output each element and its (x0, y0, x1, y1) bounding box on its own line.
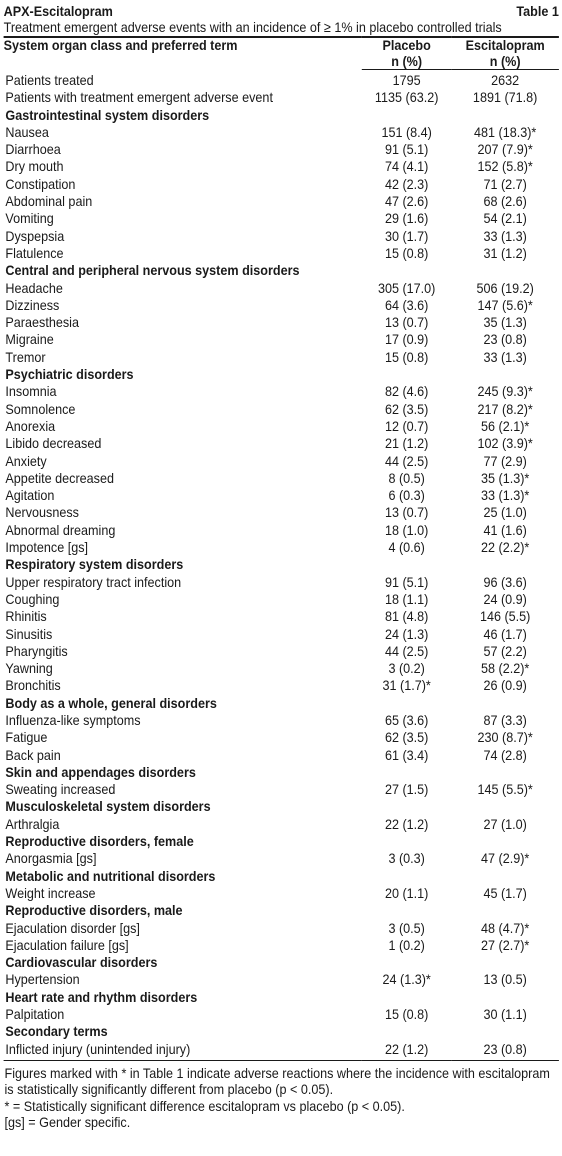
table-row (4, 349, 559, 366)
footnote: Figures marked with * in Table 1 indicate adverse reactions where the incidence with escitalopram is statistically significantly different from placebo (p < 0.05). (4, 1064, 550, 1098)
placebo-cell: 64 (3.6) (384, 296, 429, 313)
escitalopram-cell: 74 (2.8) (483, 746, 527, 763)
escitalopram-cell: 33 (1.3) (483, 227, 527, 244)
table-row (4, 453, 559, 470)
table-row (4, 885, 559, 902)
term-cell: Ejaculation failure [gs] (5, 936, 129, 953)
escitalopram-cell: 58 (2.2)* (480, 660, 530, 677)
placebo-cell: 20 (1.1) (384, 884, 429, 901)
placebo-cell: 31 (1.7)* (382, 677, 431, 694)
table-row (4, 280, 559, 297)
placebo-cell: 17 (0.9) (384, 331, 429, 348)
table-row (4, 1006, 559, 1023)
table-row (4, 574, 559, 591)
escitalopram-cell: 25 (1.0) (483, 504, 527, 521)
table-row (4, 677, 559, 694)
category-label: Cardiovascular disorders (5, 954, 158, 971)
escitalopram-cell: 23 (0.8) (483, 331, 527, 348)
term-cell: Arthralgia (5, 815, 60, 832)
category-row (4, 868, 559, 885)
placebo-cell: 22 (1.2) (362, 1041, 452, 1061)
term-cell: Anorgasmia [gs] (5, 850, 97, 867)
table-row (4, 747, 559, 764)
table-row (4, 70, 559, 90)
term-cell: Upper respiratory tract infection (5, 573, 182, 590)
term-cell: Inflicted injury (unintended injury) (4, 1041, 362, 1061)
term-cell: Sweating increased (5, 781, 116, 798)
placebo-cell: 24 (1.3) (384, 625, 429, 642)
placebo-cell: 21 (1.2) (384, 435, 429, 452)
term-cell: Patients treated (5, 71, 94, 88)
term-cell: Coughing (5, 590, 60, 607)
term-cell: Dry mouth (5, 158, 64, 175)
escitalopram-cell: 152 (5.8)* (477, 158, 533, 175)
term-cell: Dizziness (5, 296, 60, 313)
table-row (4, 89, 559, 106)
escitalopram-cell: 147 (5.6)* (477, 296, 533, 313)
term-cell: Nervousness (5, 504, 79, 521)
placebo-cell: 24 (1.3)* (382, 971, 431, 988)
term-cell: Pharyngitis (5, 642, 68, 659)
escitalopram-cell: 146 (5.5) (479, 608, 531, 625)
placebo-cell: 62 (3.5) (384, 400, 429, 417)
category-label: Heart rate and rhythm disorders (5, 988, 198, 1005)
term-cell: Diarrhoea (5, 141, 61, 158)
term-cell: Somnolence (5, 400, 76, 417)
escitalopram-cell: 506 (19.2) (476, 279, 534, 296)
term-cell: Flatulence (5, 244, 64, 261)
escitalopram-cell: 30 (1.1) (483, 1006, 527, 1023)
escitalopram-cell: 1891 (71.8) (472, 89, 538, 106)
table-row (4, 781, 559, 798)
column-header-escitalopram: Escitalopram (451, 37, 558, 54)
escitalopram-cell: 35 (1.3) (483, 314, 527, 331)
placebo-cell: 15 (0.8) (384, 348, 429, 365)
category-row (4, 764, 559, 781)
escitalopram-cell: 54 (2.1) (483, 210, 527, 227)
category-label: Skin and appendages disorders (5, 763, 196, 780)
escitalopram-cell: 33 (1.3)* (480, 487, 530, 504)
placebo-cell: 12 (0.7) (384, 417, 429, 434)
placebo-cell: 62 (3.5) (384, 729, 429, 746)
placebo-cell: 3 (0.2) (388, 660, 425, 677)
escitalopram-cell: 31 (1.2) (483, 244, 527, 261)
table-row (4, 158, 559, 175)
category-label: Secondary terms (5, 1023, 108, 1040)
term-cell: Weight increase (5, 884, 96, 901)
adverse-events-table (4, 36, 559, 1061)
escitalopram-cell: 13 (0.5) (483, 971, 527, 988)
category-row (4, 798, 559, 815)
escitalopram-cell: 57 (2.2) (483, 642, 527, 659)
table-row (4, 850, 559, 867)
escitalopram-cell: 26 (0.9) (483, 677, 527, 694)
term-cell: Patients with treatment emergent adverse event (5, 89, 273, 106)
category-row (4, 1023, 559, 1040)
table-row (4, 401, 559, 418)
table-row (4, 660, 559, 677)
table-number: Table 1 (516, 3, 559, 19)
table-header-row (4, 37, 559, 54)
column-subheader-escitalopram: n (%) (451, 54, 558, 70)
document-title: APX-Escitalopram (3, 3, 113, 19)
escitalopram-cell: 35 (1.3)* (480, 469, 530, 486)
column-header-placebo: Placebo (362, 37, 452, 54)
table-row (4, 971, 559, 988)
table-row (4, 228, 559, 245)
table-row (4, 643, 559, 660)
escitalopram-cell: 77 (2.9) (483, 452, 527, 469)
escitalopram-cell: 41 (1.6) (483, 521, 527, 538)
term-cell: Paraesthesia (5, 314, 79, 331)
term-cell: Agitation (5, 487, 55, 504)
table-row (4, 193, 559, 210)
term-cell: Constipation (5, 175, 76, 192)
escitalopram-cell: 102 (3.9)* (477, 435, 533, 452)
table-row (4, 487, 559, 504)
placebo-cell: 3 (0.3) (388, 850, 425, 867)
placebo-cell: 74 (4.1) (384, 158, 429, 175)
table-row (4, 470, 559, 487)
term-cell: Ejaculation disorder [gs] (5, 919, 140, 936)
term-cell: Appetite decreased (5, 469, 114, 486)
term-cell: Anxiety (5, 452, 47, 469)
placebo-cell: 8 (0.5) (388, 469, 425, 486)
category-row (4, 556, 559, 573)
escitalopram-cell: 87 (3.3) (483, 711, 527, 728)
term-cell: Rhinitis (5, 608, 47, 625)
term-cell: Insomnia (5, 383, 57, 400)
placebo-cell: 3 (0.5) (388, 919, 425, 936)
category-label: Body as a whole, general disorders (5, 694, 217, 711)
term-cell: Palpitation (5, 1006, 65, 1023)
term-cell: Sinusitis (5, 625, 53, 642)
placebo-cell: 151 (8.4) (381, 123, 432, 140)
placebo-cell: 1135 (63.2) (374, 89, 439, 106)
footnote: * = Statistically significant difference escitalopram vs placebo (p < 0.05). (4, 1097, 405, 1114)
category-label: Reproductive disorders, male (5, 902, 183, 919)
column-subheader-placebo: n (%) (362, 54, 452, 70)
term-cell: Dyspepsia (5, 227, 65, 244)
table-row (4, 383, 559, 400)
placebo-cell: 27 (1.5) (384, 781, 429, 798)
placebo-cell: 18 (1.1) (384, 590, 429, 607)
table-row (4, 920, 559, 937)
table-row (4, 608, 559, 625)
escitalopram-cell: 217 (8.2)* (477, 400, 533, 417)
category-row (4, 954, 559, 971)
placebo-cell: 305 (17.0) (377, 279, 436, 296)
table-row (4, 712, 559, 729)
escitalopram-cell: 230 (8.7)* (477, 729, 533, 746)
table-row (4, 539, 559, 556)
footnote: [gs] = Gender specific. (4, 1114, 131, 1131)
table-row (4, 1041, 559, 1061)
table-row (4, 504, 559, 521)
placebo-cell: 22 (1.2) (384, 815, 429, 832)
escitalopram-cell: 96 (3.6) (483, 573, 527, 590)
category-row (4, 107, 559, 124)
table-row (4, 729, 559, 746)
table-row (4, 314, 559, 331)
term-cell: Vomiting (5, 210, 54, 227)
term-cell: Fatigue (5, 729, 48, 746)
placebo-cell: 42 (2.3) (384, 175, 429, 192)
term-cell: Libido decreased (5, 435, 102, 452)
escitalopram-cell: 207 (7.9)* (477, 141, 533, 158)
placebo-cell: 1 (0.2) (388, 936, 425, 953)
placebo-cell: 13 (0.7) (384, 504, 429, 521)
table-caption: Treatment emergent adverse events with an incidence of ≥ 1% in placebo controlled trials (3, 19, 502, 35)
category-label: Psychiatric disorders (5, 366, 134, 383)
category-row (4, 989, 559, 1006)
term-cell: Back pain (5, 746, 61, 763)
escitalopram-cell: 71 (2.7) (483, 175, 527, 192)
term-cell: Nausea (5, 123, 49, 140)
placebo-cell: 81 (4.8) (384, 608, 429, 625)
placebo-cell: 65 (3.6) (384, 711, 429, 728)
escitalopram-cell: 24 (0.9) (483, 590, 527, 607)
term-cell: Abnormal dreaming (5, 521, 116, 538)
table-row (4, 176, 559, 193)
escitalopram-cell: 2632 (491, 72, 520, 88)
term-cell: Bronchitis (5, 677, 61, 694)
term-cell: Influenza-like symptoms (5, 711, 141, 728)
placebo-cell: 91 (5.1) (384, 141, 429, 158)
escitalopram-cell: 27 (1.0) (483, 815, 527, 832)
escitalopram-cell: 47 (2.9)* (480, 850, 530, 867)
placebo-cell: 44 (2.5) (384, 642, 429, 659)
term-cell: Abdominal pain (5, 193, 93, 210)
placebo-cell: 1795 (392, 72, 421, 88)
table-row (4, 141, 559, 158)
escitalopram-cell: 22 (2.2)* (480, 539, 530, 556)
escitalopram-cell: 68 (2.6) (483, 193, 527, 210)
category-row (4, 833, 559, 850)
category-row (4, 262, 559, 279)
category-label: Central and peripheral nervous system disorders (5, 262, 300, 279)
table-row (4, 435, 559, 452)
escitalopram-cell: 56 (2.1)* (480, 417, 530, 434)
category-row (4, 366, 559, 383)
placebo-cell: 4 (0.6) (388, 539, 425, 556)
category-label: Reproductive disorders, female (5, 833, 194, 850)
table-row (4, 626, 559, 643)
term-cell: Tremor (5, 348, 46, 365)
placebo-cell: 15 (0.8) (384, 244, 429, 261)
escitalopram-cell: 145 (5.5)* (477, 781, 533, 798)
category-row (4, 695, 559, 712)
term-cell: Yawning (5, 660, 53, 677)
escitalopram-cell: 27 (2.7)* (480, 936, 530, 953)
category-row (4, 902, 559, 919)
table-row (4, 816, 559, 833)
placebo-cell: 91 (5.1) (384, 573, 429, 590)
escitalopram-cell: 46 (1.7) (483, 625, 527, 642)
category-label: Gastrointestinal system disorders (5, 106, 210, 123)
placebo-cell: 13 (0.7) (384, 314, 429, 331)
table-body (4, 70, 559, 1061)
table-row (4, 418, 559, 435)
footnotes (4, 1065, 559, 1131)
escitalopram-cell: 23 (0.8) (451, 1041, 558, 1061)
escitalopram-cell: 481 (18.3)* (473, 123, 537, 140)
term-cell: Migraine (5, 331, 54, 348)
placebo-cell: 30 (1.7) (384, 227, 429, 244)
table-row (4, 210, 559, 227)
placebo-cell: 29 (1.6) (384, 210, 429, 227)
table-row (4, 937, 559, 954)
term-cell: Anorexia (5, 417, 56, 434)
placebo-cell: 61 (3.4) (384, 746, 429, 763)
placebo-cell: 18 (1.0) (384, 521, 429, 538)
category-label: Musculoskeletal system disorders (5, 798, 211, 815)
placebo-cell: 6 (0.3) (388, 487, 425, 504)
placebo-cell: 15 (0.8) (384, 1006, 429, 1023)
table-row (4, 124, 559, 141)
table-row (4, 331, 559, 348)
escitalopram-cell: 48 (4.7)* (480, 919, 530, 936)
escitalopram-cell: 45 (1.7) (483, 884, 527, 901)
table-row (4, 591, 559, 608)
table-row (4, 297, 559, 314)
table-row (4, 245, 559, 262)
category-label: Respiratory system disorders (5, 556, 184, 573)
escitalopram-cell: 245 (9.3)* (477, 383, 533, 400)
column-header-term: System organ class and preferred term (4, 37, 362, 70)
term-cell: Hypertension (5, 971, 80, 988)
term-cell: Headache (5, 279, 63, 296)
placebo-cell: 47 (2.6) (384, 193, 429, 210)
category-label: Metabolic and nutritional disorders (5, 867, 216, 884)
document-header (4, 3, 559, 19)
placebo-cell: 44 (2.5) (384, 452, 429, 469)
term-cell: Impotence [gs] (5, 539, 89, 556)
escitalopram-cell: 33 (1.3) (483, 348, 527, 365)
placebo-cell: 82 (4.6) (384, 383, 429, 400)
table-row (4, 522, 559, 539)
